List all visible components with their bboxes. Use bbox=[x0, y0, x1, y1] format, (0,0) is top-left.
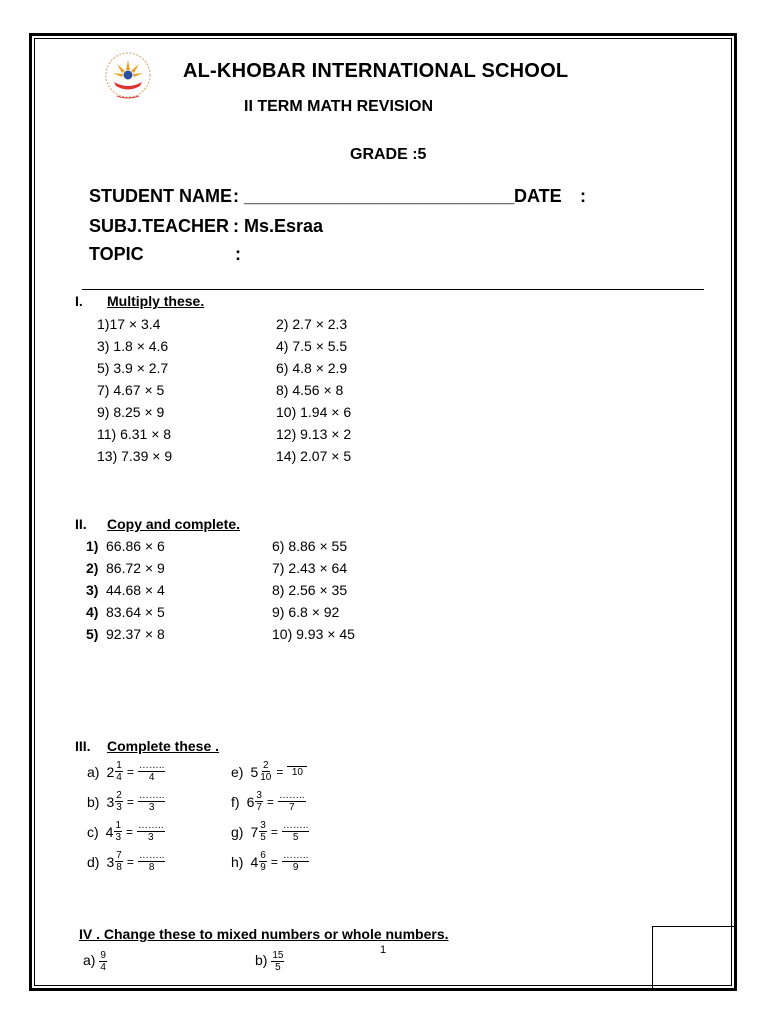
answer-box bbox=[652, 926, 734, 988]
answer-denominator: 5 bbox=[292, 832, 299, 843]
item-label: c) bbox=[87, 823, 99, 840]
denominator: 10 bbox=[260, 772, 272, 783]
equals-sign: = bbox=[270, 854, 278, 869]
topic-label: TOPIC bbox=[89, 244, 144, 264]
denominator: 3 bbox=[115, 832, 122, 843]
problem-item: 9) 8.25 × 9 bbox=[97, 404, 165, 420]
denominator: 9 bbox=[260, 862, 266, 873]
mixed-number-item bbox=[231, 760, 307, 783]
mixed-number-item bbox=[231, 850, 309, 873]
answer-numerator: …….. bbox=[138, 850, 165, 861]
problem-number: 2) bbox=[86, 560, 99, 576]
equals-sign: = bbox=[126, 824, 134, 839]
answer-numerator: …….. bbox=[282, 850, 309, 861]
answer-denominator: 3 bbox=[148, 832, 154, 843]
item-label: a) bbox=[83, 952, 96, 969]
item-label: e) bbox=[231, 763, 244, 780]
fraction bbox=[114, 820, 122, 843]
problem-item: 86.72 × 9 bbox=[106, 560, 165, 576]
problem-number: 3) bbox=[86, 582, 99, 598]
whole-number: 5 bbox=[250, 763, 259, 780]
answer-denominator: 7 bbox=[288, 802, 295, 813]
item-label: a) bbox=[87, 763, 100, 780]
mixed-number-item bbox=[87, 820, 165, 843]
school-logo-icon bbox=[103, 50, 153, 108]
whole-number: 4 bbox=[105, 823, 114, 840]
item-label: b) bbox=[255, 952, 268, 969]
equals-sign: = bbox=[270, 824, 278, 839]
section-3-numeral: III. bbox=[75, 738, 91, 754]
problem-item: 92.37 × 8 bbox=[106, 626, 165, 642]
fraction bbox=[255, 790, 263, 813]
problem-item: 3) 1.8 × 4.6 bbox=[97, 338, 169, 354]
equals-sign: = bbox=[276, 764, 284, 779]
denominator: 8 bbox=[116, 862, 122, 873]
problem-item: 7) 4.67 × 5 bbox=[97, 382, 165, 398]
answer-fraction bbox=[282, 850, 310, 873]
answer-denominator: 9 bbox=[292, 862, 299, 873]
numerator: 2 bbox=[263, 760, 269, 771]
answer-denominator: 10 bbox=[291, 766, 303, 778]
numerator: 3 bbox=[260, 820, 266, 831]
problem-item: 9) 6.8 × 92 bbox=[272, 604, 340, 620]
fraction bbox=[259, 760, 272, 783]
section-2-title: Copy and complete. bbox=[107, 516, 241, 532]
problem-item: 7) 2.43 × 64 bbox=[272, 560, 348, 576]
answer-fraction bbox=[138, 790, 166, 813]
whole-number: 3 bbox=[106, 793, 115, 810]
item-label: d) bbox=[87, 853, 100, 870]
grade-label: GRADE :5 bbox=[350, 146, 427, 163]
problem-item: 4) 7.5 × 5.5 bbox=[276, 338, 348, 354]
page-border-inner bbox=[34, 38, 732, 986]
problem-number: 4) bbox=[86, 604, 99, 620]
section-1-title: Multiply these. bbox=[107, 293, 205, 309]
problem-number: 1) bbox=[86, 538, 99, 554]
numerator: 6 bbox=[260, 850, 266, 861]
item-label: g) bbox=[231, 823, 244, 840]
teacher-value: : Ms.Esraa bbox=[233, 216, 324, 236]
problem-item: 10) 9.93 × 45 bbox=[272, 626, 355, 642]
numerator: 1 bbox=[115, 820, 122, 831]
problem-item: 14) 2.07 × 5 bbox=[276, 448, 352, 464]
denominator: 4 bbox=[116, 772, 122, 783]
whole-number: 7 bbox=[250, 823, 259, 840]
teacher-label: SUBJ.TEACHER bbox=[89, 216, 230, 236]
mixed-number-item bbox=[87, 850, 165, 873]
fraction bbox=[115, 850, 123, 873]
answer-numerator: …….. bbox=[138, 820, 164, 831]
equals-sign: = bbox=[126, 764, 134, 779]
whole-number: 3 bbox=[106, 853, 115, 870]
section-4-item-b bbox=[255, 950, 284, 973]
section-3-title: Complete these . bbox=[107, 738, 220, 754]
denominator: 4 bbox=[100, 962, 106, 973]
problem-item: 83.64 × 5 bbox=[106, 604, 165, 620]
answer-fraction bbox=[138, 850, 166, 873]
topic-field[interactable]: : bbox=[235, 244, 241, 264]
mixed-number-item bbox=[231, 820, 309, 843]
answer-denominator: 8 bbox=[148, 862, 155, 873]
answer-fraction bbox=[282, 820, 310, 843]
fraction bbox=[99, 950, 107, 973]
problem-item: 44.68 × 4 bbox=[106, 582, 165, 598]
problem-item: 12) 9.13 × 2 bbox=[276, 426, 352, 442]
equals-sign: = bbox=[126, 794, 134, 809]
date-field[interactable]: : bbox=[580, 186, 586, 206]
answer-denominator: 3 bbox=[148, 802, 155, 813]
whole-number: 6 bbox=[246, 793, 255, 810]
problem-item: 2) 2.7 × 2.3 bbox=[276, 316, 348, 332]
numerator: 9 bbox=[100, 950, 106, 961]
section-1-numeral: I. bbox=[75, 293, 83, 309]
whole-number: 2 bbox=[106, 763, 115, 780]
numerator: 3 bbox=[256, 790, 262, 801]
problem-item: 6) 4.8 × 2.9 bbox=[276, 360, 348, 376]
page-number: 1 bbox=[380, 944, 387, 956]
problem-item: 11) 6.31 × 8 bbox=[97, 426, 172, 442]
mixed-number-item bbox=[231, 790, 306, 813]
denominator: 5 bbox=[275, 962, 281, 973]
equals-sign: = bbox=[126, 854, 134, 869]
problem-item: 10) 1.94 × 6 bbox=[276, 404, 352, 420]
fraction bbox=[115, 790, 123, 813]
fraction bbox=[259, 850, 267, 873]
numerator: 2 bbox=[116, 790, 122, 801]
problem-item: 5) 3.9 × 2.7 bbox=[97, 360, 169, 376]
fraction bbox=[115, 760, 123, 783]
section-4-title: IV . Change these to mixed numbers or whole numbers. bbox=[79, 926, 449, 942]
answer-denominator: 4 bbox=[148, 772, 155, 783]
numerator: 15 bbox=[272, 950, 284, 961]
equals-sign: = bbox=[266, 794, 274, 809]
fraction bbox=[271, 950, 284, 973]
problem-item: 1)17 × 3.4 bbox=[97, 316, 161, 332]
denominator: 7 bbox=[256, 802, 262, 813]
numerator: 1 bbox=[116, 760, 122, 771]
school-name: AL-KHOBAR INTERNATIONAL SCHOOL bbox=[183, 60, 569, 82]
problem-item: 13) 7.39 × 9 bbox=[97, 448, 173, 464]
denominator: 3 bbox=[116, 802, 122, 813]
student-name-field[interactable]: : ___________________________ bbox=[233, 186, 515, 206]
problem-item: 6) 8.86 × 55 bbox=[272, 538, 348, 554]
mixed-number-item bbox=[87, 760, 165, 783]
answer-numerator: …….. bbox=[138, 790, 165, 801]
answer-numerator: …….. bbox=[138, 760, 165, 771]
fraction bbox=[259, 820, 267, 843]
problem-item: 8) 2.56 × 35 bbox=[272, 582, 348, 598]
item-label: f) bbox=[231, 793, 240, 810]
whole-number: 4 bbox=[250, 853, 259, 870]
problem-item: 8) 4.56 × 8 bbox=[276, 382, 344, 398]
answer-fraction bbox=[138, 760, 166, 783]
answer-fraction bbox=[278, 790, 306, 813]
date-label: DATE bbox=[514, 186, 562, 206]
item-label: h) bbox=[231, 853, 244, 870]
answer-fraction bbox=[287, 766, 307, 778]
term-title: II TERM MATH REVISION bbox=[244, 98, 434, 115]
answer-numerator: …….. bbox=[278, 790, 305, 801]
section-4-item-a bbox=[83, 950, 107, 973]
denominator: 5 bbox=[260, 832, 266, 843]
numerator: 7 bbox=[116, 850, 122, 861]
section-2-numeral: II. bbox=[75, 516, 87, 532]
problem-number: 5) bbox=[86, 626, 99, 642]
student-name-label: STUDENT NAME bbox=[89, 186, 232, 206]
answer-fraction bbox=[137, 820, 165, 843]
divider bbox=[82, 289, 704, 290]
mixed-number-item bbox=[87, 790, 165, 813]
item-label: b) bbox=[87, 793, 100, 810]
problem-item: 66.86 × 6 bbox=[106, 538, 165, 554]
answer-numerator: …….. bbox=[282, 820, 309, 831]
